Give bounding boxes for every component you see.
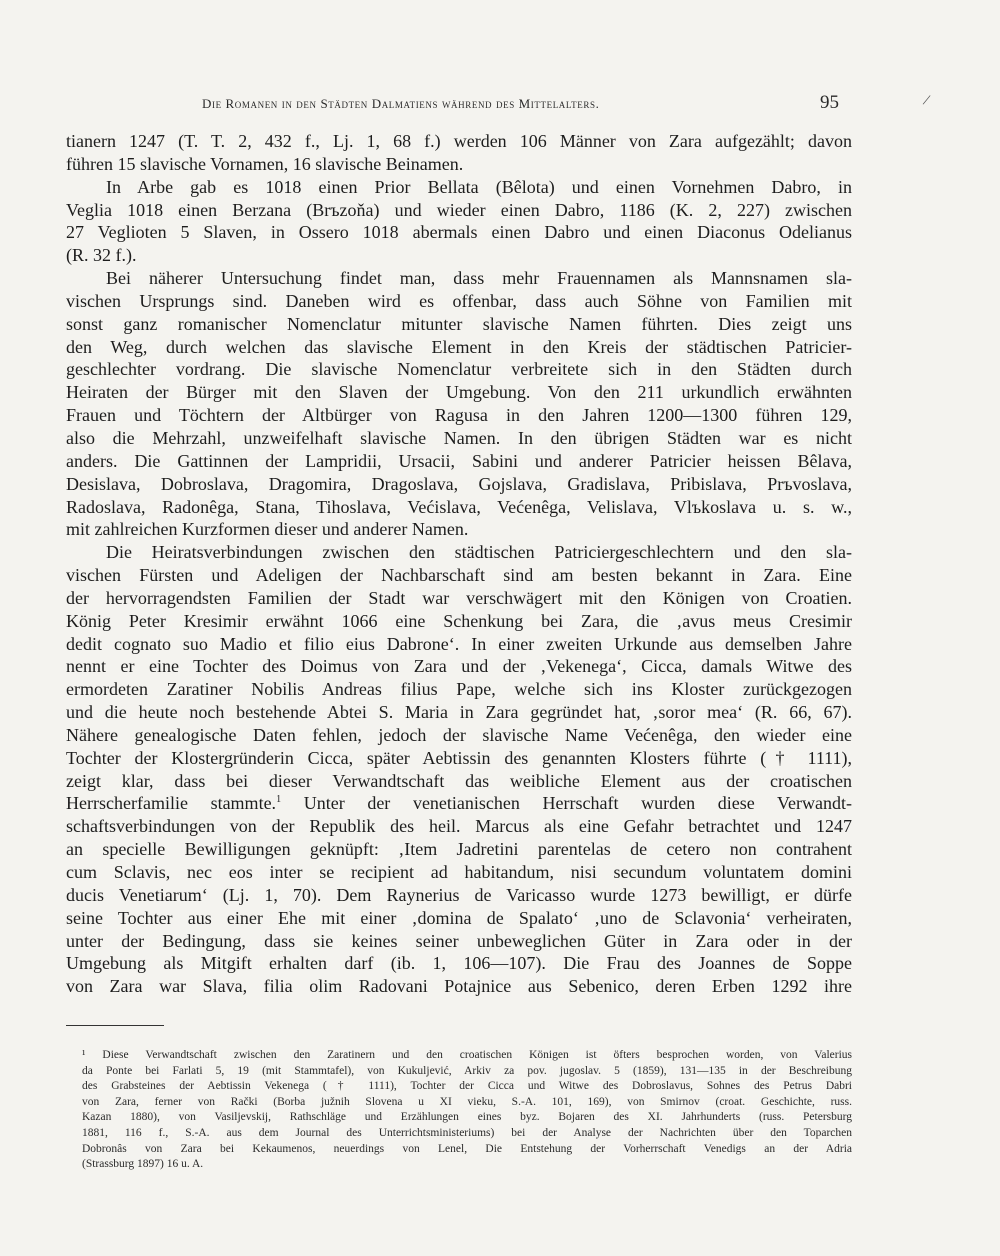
body-line: nennt er eine Tochter des Doimus von Zara und der ‚Vekenega‘, Cicca, damals Witwe des: [66, 656, 852, 677]
footnote-line: des Grabsteines der Aebtissin Vekenega († 1111), Tochter der Cicca und Witwe des Dobroslavus, Sohnes des Petrus Dabri: [82, 1080, 852, 1093]
body-line: (R. 32 f.).: [66, 245, 137, 266]
body-line: den Weg, durch welchen das slavische Element in den Kreis der städtischen Patricier-: [66, 336, 852, 357]
body-line: Nähere genealogische Daten fehlen, jedoch der slavische Name Većenêga, den wieder eine: [66, 724, 852, 745]
body-line: Veglia 1018 einen Berzana (Brъzoňa) und wieder einen Dabro, 1186 (K. 2, 227) zwischen: [66, 199, 852, 220]
body-line: mit zahlreichen Kurzformen dieser und anderer Namen.: [66, 519, 469, 540]
footnotes: [82, 1048, 852, 1173]
body-line-end: Unter der venetianischen Herrschaft wurden diese Verwandt-: [303, 793, 852, 814]
margin-mark: /: [921, 91, 932, 110]
footnote-line: 1881, 116 f., S.-A. aus dem Journal des Unterrichtsministeriums) bei der Analyse der Nachrichten über den Toparchen: [82, 1126, 852, 1139]
body-line: unter der Bedingung, dass sie keines seiner unbeweglichen Güter in Zara oder in der: [66, 930, 852, 951]
body-line: Umgebung als Mitgift erhalten darf (ib. 1, 106—107). Die Frau des Joannes de Soppe: [66, 953, 852, 974]
body-line-start: Herrscherfamilie stammte.: [66, 793, 277, 814]
body-line: also die Mehrzahl, unzweifelhaft slavische Namen. In den übrigen Städten war es nicht: [66, 427, 852, 448]
body-text: [66, 130, 852, 998]
body-line: tianern 1247 (T. T. 2, 432 f., Lj. 1, 68 f.) werden 106 Männer von Zara aufgezählt; davon: [66, 131, 852, 151]
footnote-divider: [66, 1025, 164, 1026]
body-line: und die heute noch bestehende Abtei S. Maria in Zara gegründet hat, ‚soror mea‘ (R. 66, 67).: [66, 702, 852, 723]
body-line: [66, 792, 852, 815]
footnote-line: (Strassburg 1897) 16 u. A.: [82, 1158, 204, 1171]
body-line: 27 Veglioten 5 Slaven, in Ossero 1018 abermals einen Dabro und einen Diaconus Odelianus: [66, 222, 852, 243]
body-line: schaftsverbindungen von der Republik des heil. Marcus als eine Gefahr betrachtet und 1247: [66, 816, 852, 837]
body-line: von Zara war Slava, filia olim Radovani Potajnice aus Sebenico, deren Erben 1292 ihre: [66, 976, 852, 997]
body-line: Bei näherer Untersuchung findet man, dass mehr Frauennamen als Mannsnamen sla-: [106, 268, 852, 289]
body-line: sonst ganz romanischer Nomenclatur mitunter slavische Namen führten. Dies zeigt uns: [66, 313, 852, 334]
body-line: König Peter Kresimir erwähnt 1066 eine Schenkung bei Zara, die ‚avus meus Cresimir: [66, 610, 852, 631]
body-line: Heiraten der Bürger mit den Slaven der Umgebung. Von den 211 urkundlich erwähnten: [66, 382, 852, 403]
body-line: ducis Venetiarum‘ (Lj. 1, 70). Dem Raynerius de Varicasso wurde 1273 bewilligt, er dürfe: [66, 884, 852, 905]
body-line: vischen Ursprungs sind. Daneben wird es offenbar, dass auch Söhne von Familien mit: [66, 290, 852, 311]
body-line: In Arbe gab es 1018 einen Prior Bellata (Bêlota) und einen Vornehmen Dabro, in: [106, 176, 852, 197]
footnote-line: Kazan 1880), von Vasiljevskij, Rathschläge und Erzählungen eines byz. Bojaren des XI. Jahrhunderts (russ. Petersburg: [82, 1111, 852, 1124]
body-line: anders. Die Gattinnen der Lampridii, Ursacii, Sabini und anderer Patricier heissen Bêlava,: [66, 450, 852, 471]
page-number: 95: [820, 92, 839, 113]
body-line: Desislava, Dobroslava, Dragomira, Dragoslava, Gojslava, Gradislava, Pribislava, Prъvoslava,: [66, 473, 852, 494]
body-line: führen 15 slavische Vornamen, 16 slavische Beinamen.: [66, 153, 464, 174]
footnote-line: da Ponte bei Farlati 5, 19 (mit Stammtafel), von Kukuljević, Arkiv za pov. jugoslav. 5 (1859), 131—135 in der Beschreibung: [82, 1064, 852, 1077]
body-line: vischen Fürsten und Adeligen der Nachbarschaft sind am besten bekannt in Zara. Eine: [66, 565, 852, 586]
running-title: Die Romanen in den Städten Dalmatiens während des Mittelalters.: [202, 96, 600, 111]
body-line: Tochter der Klostergründerin Cicca, später Aebtissin des genannten Klosters führte († 1111),: [66, 747, 852, 768]
body-line: der hervorragendsten Familien der Stadt war verschwägert mit den Königen von Croatien.: [66, 587, 852, 608]
body-line: an specielle Bewilligungen geknüpft: ‚Item Jadretini parentelas de cetero non contrahent: [66, 839, 852, 860]
body-line: Radoslava, Radonêga, Stana, Tihoslava, Većislava, Većenêga, Velislava, Vlъkoslava u. s. w.,: [66, 496, 852, 517]
body-line: ermordeten Zaratiner Nobilis Andreas filius Pape, welche sich ins Kloster zurückgezogen: [66, 679, 852, 700]
body-line: zeigt klar, dass bei dieser Verwandtschaft das weibliche Element aus der croatischen: [66, 770, 852, 791]
footnote-line: ¹ Diese Verwandtschaft zwischen den Zaratinern und den croatischen Königen ist öfters besprochen worden, von Valerius: [82, 1049, 852, 1061]
body-line: Frauen und Töchtern der Altbürger von Ragusa in den Jahren 1200—1300 führen 129,: [66, 405, 852, 426]
body-line: geschlechter vordrang. Die slavische Nomenclatur verbreitete sich in den Städten durch: [66, 359, 852, 380]
body-line: Die Heiratsverbindungen zwischen den städtischen Patriciergeschlechtern und den sla-: [106, 542, 852, 563]
body-line: cum Sclavis, nec eos inter se recipient ad habitandum, nisi secundum voluntatem domini: [66, 862, 852, 882]
footnote-line: Dobronâs von Zara bei Kekaumenos, neuerdings von Lenel, Die Entstehung der Vorherrschaft Venedigs an der Adria: [82, 1142, 852, 1155]
body-line: dedit cognato suo Madio et filio eius Dabrone‘. In einer zweiten Urkunde aus demselben Jahre: [66, 633, 852, 654]
body-line: seine Tochter aus einer Ehe mit einer ‚domina de Spalato‘ ‚uno de Sclavonia‘ verheiraten,: [66, 907, 852, 928]
footnote-marker: 1: [276, 794, 282, 806]
footnote-line: von Zara, ferner von Rački (Borba južnih Slovena u XI vieku, S.-A. 101, 169), von Smirnov (croat. Geschichte, russ.: [82, 1095, 852, 1108]
